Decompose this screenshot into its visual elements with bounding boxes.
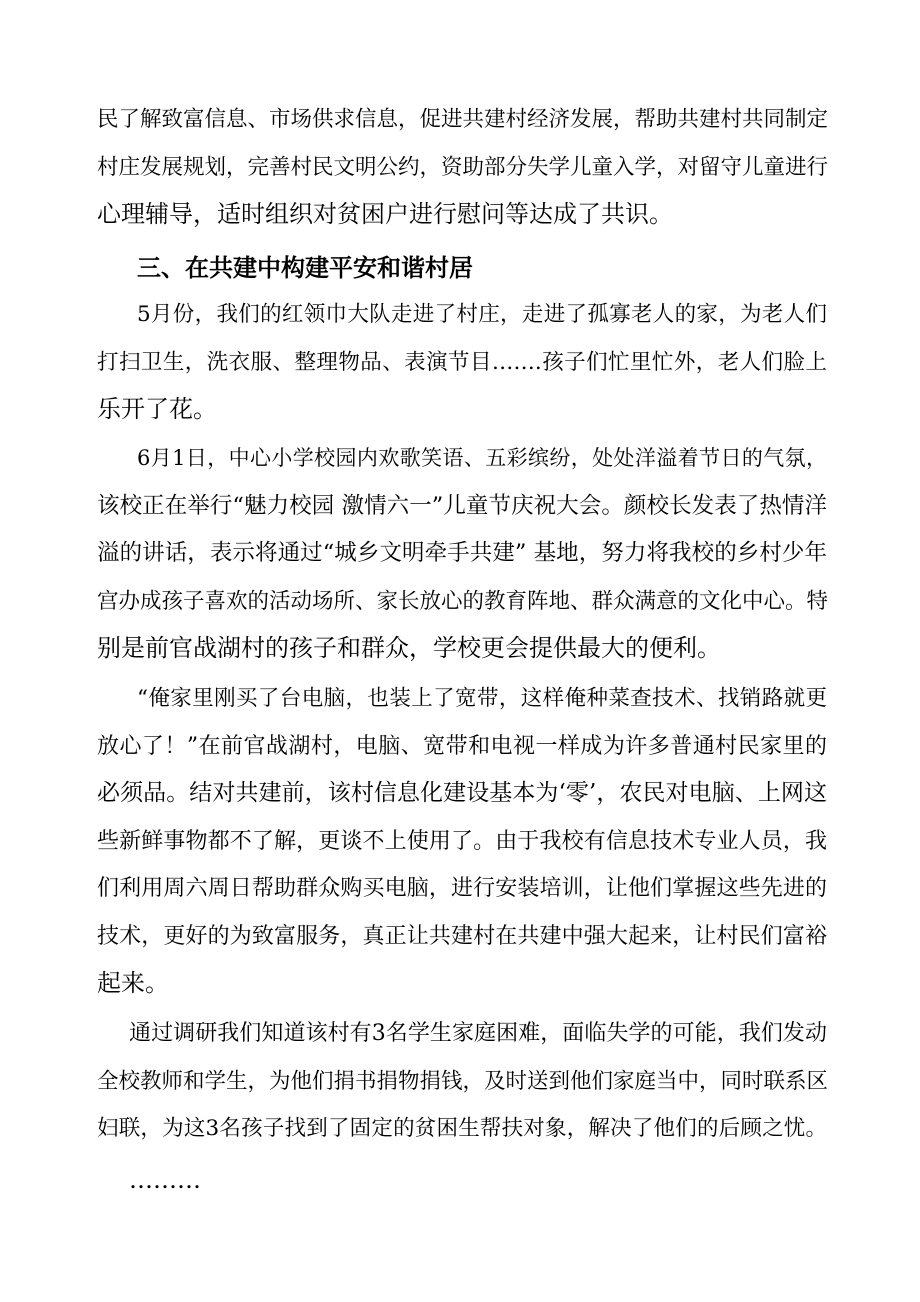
text-line: 放心了！”在前官战湖村，电脑、宽带和电视一样成为许多普通村民家里的 [97, 733, 827, 759]
section-heading [137, 244, 827, 292]
text-line: 打扫卫生，洗衣服、整理物品、表演节目…….孩子们忙里忙外，老人们脸上 [97, 349, 827, 375]
paragraph-3 [97, 435, 827, 673]
heading-text: 三、在共建中构建平安和谐村居 [137, 253, 473, 282]
text-line: 民了解致富信息、市场供求信息，促进共建村经济发展，帮助共建村共同制定 [97, 107, 829, 132]
text-line: 村庄发展规划，完善村民文明公约，资助部分失学儿童入学，对留守儿童进行 [97, 154, 829, 180]
paragraph-5 [97, 1010, 827, 1153]
text-line: 该校正在举行“魅力校园 激情六一”儿童节庆祝大会。颜校长发表了热情洋 [97, 492, 827, 519]
ellipsis-paragraph [129, 1157, 329, 1205]
text-line: 必须品。结对共建前，该村信息化建设基本为‘零’，农民对电脑、上网这 [97, 780, 827, 806]
text-line: 6月1日，中心小学校园内欢歌笑语、五彩缤纷，处处洋溢着节日的气氛， [137, 446, 827, 470]
text-line: 宫办成孩子喜欢的活动场所、家长放心的教育阵地、群众满意的文化中心。特 [97, 588, 829, 614]
text-line: 乐开了花。 [97, 395, 217, 423]
paragraph-2 [97, 291, 827, 434]
paragraph-4 [97, 675, 827, 1008]
text-line: 别是前官战湖村的孩子和群众，学校更会提供最大的便利。 [97, 634, 721, 662]
text-line: “俺家里刚买了台电脑，也装上了宽带，这样俺种菜查技术、找销路就更 [137, 686, 827, 711]
text-line: 妇联，为这3名孩子找到了固定的贫困生帮扶对象，解决了他们的后顾之忧。 [97, 1116, 827, 1141]
text-line: 们利用周六周日帮助群众购买电脑，进行安装培训，让他们掌握这些先进的 [97, 876, 827, 901]
text-line: 全校教师和学生，为他们捐书捐物捐钱，及时送到他们家庭当中，同时联系区 [97, 1068, 829, 1094]
text-line: 心理辅导，适时组织对贫困户进行慰问等达成了共识。 [97, 200, 673, 228]
text-line: 些新鲜事物都不了解，更谈不上使用了。由于我校有信息技术专业人员，我 [97, 828, 827, 854]
text-line: 技术，更好的为致富服务，真正让共建村在共建中强大起来，让村民们富裕 [97, 923, 827, 949]
text-line: 溢的讲话，表示将通过“城乡文明牵手共建” 基地，努力将我校的乡村少年 [97, 540, 827, 566]
ellipsis-text: ……… [129, 1166, 201, 1194]
paragraph-1 [97, 96, 827, 239]
text-line: 起来。 [97, 969, 169, 997]
text-line: 通过调研我们知道该村有3名学生家庭困难，面临失学的可能，我们发动 [129, 1021, 827, 1046]
text-line: 5月份，我们的红领巾大队走进了村庄，走进了孤寡老人的家，为老人们 [137, 302, 827, 327]
